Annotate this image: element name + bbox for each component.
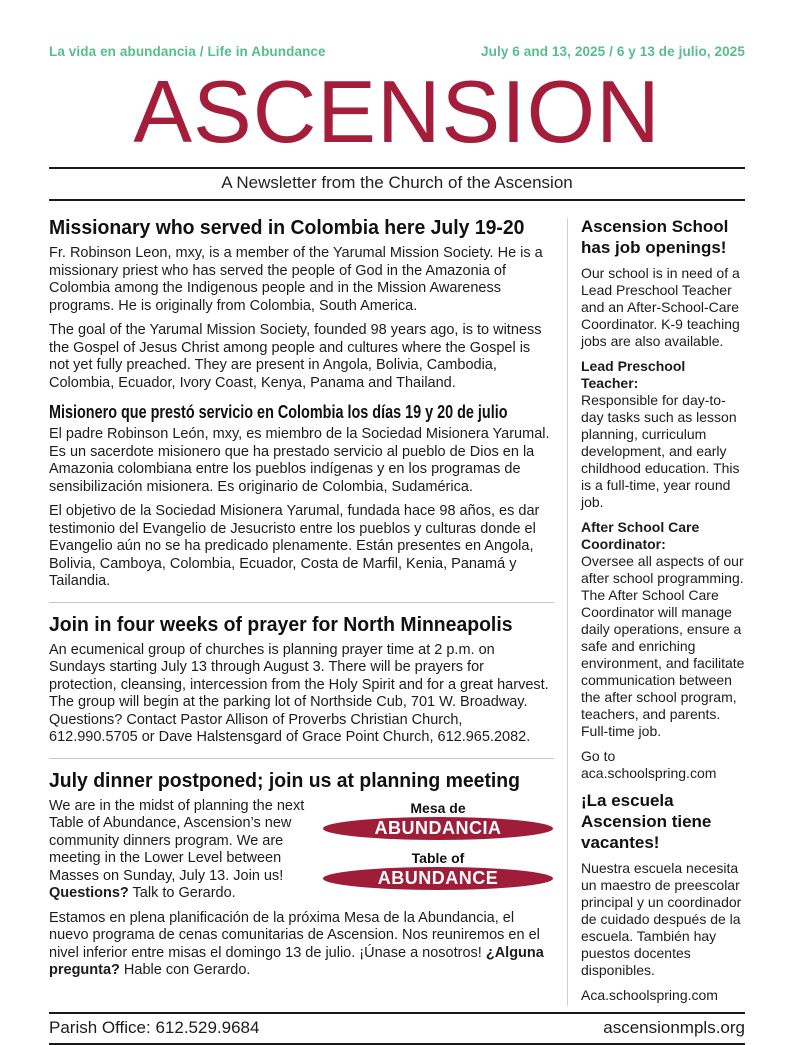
article-dinner-title: July dinner postponed; join us at planning meeting (49, 769, 521, 792)
sidebar-intro: Our school is in need of a Lead Preschool Teacher and an After-School-Care Coordinator. K-9 teaching jobs are also available. (581, 265, 740, 349)
logo-table-label: Table of (411, 849, 465, 866)
dinner-es-questions: ¿Alguna pregunta? (49, 944, 544, 978)
dinner-paragraph-es (49, 910, 554, 980)
article-prayer (49, 613, 554, 747)
sidebar-body-es: Nuestra escuela necesita un maestro de preescolar principal y un coordinador de cuidado después de la escuela. También hay puestos docentes disponibles. (581, 860, 742, 978)
issue-date: July 6 and 13, 2025 / 6 y 13 de julio, 2025 (481, 44, 745, 59)
logo-mesa-text: ABUNDANCIA (374, 818, 502, 838)
tagline-left: La vida en abundancia / Life in Abundance (49, 44, 326, 59)
abundance-ellipse-icon (323, 867, 553, 890)
section-divider (49, 758, 554, 759)
article-prayer-title: Join in four weeks of prayer for North Minneapolis (49, 613, 513, 636)
dinner-paragraph-en (49, 798, 312, 903)
header-tagline-row (49, 44, 745, 59)
dinner-row (49, 798, 554, 910)
parish-office-phone: Parish Office: 612.529.9684 (49, 1018, 260, 1037)
column-divider (567, 218, 568, 1006)
footer-band (49, 1012, 745, 1045)
article-missionary-paragraph: Fr. Robinson Leon, mxy, is a member of the Yarumal Mission Society. He is a missionary priest who has served the people of God in the Amazonia of Colombia among the Indigenous people and in the Mission Awareness programs. He is originally from Colombia, South America. (49, 245, 543, 314)
dinner-en-questions: Questions? (49, 885, 129, 901)
newsletter-masthead: ASCENSION (133, 62, 661, 161)
sidebar-title-en: Ascension School has job openings! (581, 217, 729, 257)
logo-table-of-abundance (322, 851, 554, 890)
job2-body: Oversee all aspects of our after school programming. The After School Care Coordinator will manage daily operations, ensure a safe and enriching environment, and facilitate communication between the after school program, teachers, and parents. Full-time job. (581, 553, 745, 739)
sidebar-job-lead-preschool (581, 358, 745, 511)
sidebar (581, 216, 745, 1012)
article-dinner (49, 769, 554, 980)
dinner-en-seg2: Talk to Gerardo. (132, 885, 236, 901)
content-row (49, 216, 745, 1012)
sidebar-title-es: ¡La escuela Ascension tiene vacantes! (581, 791, 712, 852)
dinner-es-seg1: Estamos en plena planificación de la próxima Mesa de la Abundancia, el nuevo programa de cenas comunitarias de Ascension. Nos reuniremos en el nivel inferior entre misas el domingo 13 de julio. ¡Únase a nosotros! (49, 909, 540, 961)
website-link[interactable]: ascensionmpls.org (603, 1018, 745, 1037)
newsletter-subtitle: A Newsletter from the Church of the Ascension (221, 173, 573, 192)
dinner-es-seg2: Hable con Gerardo. (123, 962, 251, 978)
dinner-text-en (49, 798, 322, 910)
logo-table-text: ABUNDANCE (377, 868, 499, 888)
logo-mesa-label: Mesa de (410, 799, 466, 816)
abundancia-ellipse-icon (323, 817, 553, 840)
job2-title: After School Care Coordinator: (581, 519, 700, 552)
section-divider (49, 602, 554, 603)
article-prayer-paragraph: An ecumenical group of churches is planning prayer time at 2 p.m. on Sundays starting July 13 through August 3. There will be prayers for protection, cleansing, intercession from the Holy Spirit and for a great harvest. The group will begin at the parking lot of Northside Cub, 701 W. Broadway. Questions? Contact Pastor Allison of Proverbs Christian Church, 612.990.5705 or Dave Halstensgard of Grace Point Church, 612.965.2082. (49, 641, 549, 745)
logo-mesa-de-abundancia (322, 801, 554, 840)
table-of-abundance-logos (322, 798, 554, 910)
job1-body: Responsible for day-to-day tasks such as lesson planning, curriculum development, and early childhood education. This is a full-time, year round job. (581, 392, 740, 510)
article-missionary (49, 216, 554, 591)
sidebar-link-en[interactable]: Go to aca.schoolspring.com (581, 748, 717, 781)
sidebar-job-after-school (581, 519, 745, 740)
main-column (49, 216, 554, 1012)
subtitle-band (49, 167, 745, 201)
sidebar-link-es[interactable]: Aca.schoolspring.com (581, 987, 718, 1003)
article-missionary-title-en: Missionary who served in Colombia here July 19-20 (49, 217, 525, 239)
article-missionary-paragraph-es: El padre Robinson León, mxy, es miembro de la Sociedad Misionera Yarumal. Es un sacerdote misionero que ha prestado servicio al pueblo de Dios en la Amazonia colombiana entre los pueblos indígenas y en los programas de sensibilización misionera. Es originario de Colombia, Sudamérica. (49, 426, 550, 495)
article-missionary-paragraph-es: El objetivo de la Sociedad Misionera Yarumal, fundada hace 98 años, es dar testimonio del Evangelio de Jesucristo entre los pueblos y culturas donde el Evangelio aún no se ha predicado plenamente. Están presentes en Angola, Bolivia, Camboya, Colombia, Ecuador, Costa de Marfil, Kenia, Panamá y Tailandia. (49, 503, 540, 589)
dinner-en-seg1: We are in the midst of planning the next Table of Abundance, Ascension’s new community dinners program. We are meeting in the Lower Level between Masses on Sunday, July 13. Join us! (49, 797, 305, 884)
article-missionary-paragraph: The goal of the Yarumal Mission Society, founded 98 years ago, is to witness the Gospel of Jesus Christ among people and cultures where the Gospel is not yet fully preached. They are present in Angola, Bolivia, Cambodia, Colombia, Ecuador, Ivory Coast, Kenya, Panama and Thailand. (49, 322, 542, 391)
article-missionary-title-es: Misionero que prestó servicio en Colombia los días 19 y 20 de julio (49, 402, 508, 422)
job1-title: Lead Preschool Teacher: (581, 358, 686, 391)
